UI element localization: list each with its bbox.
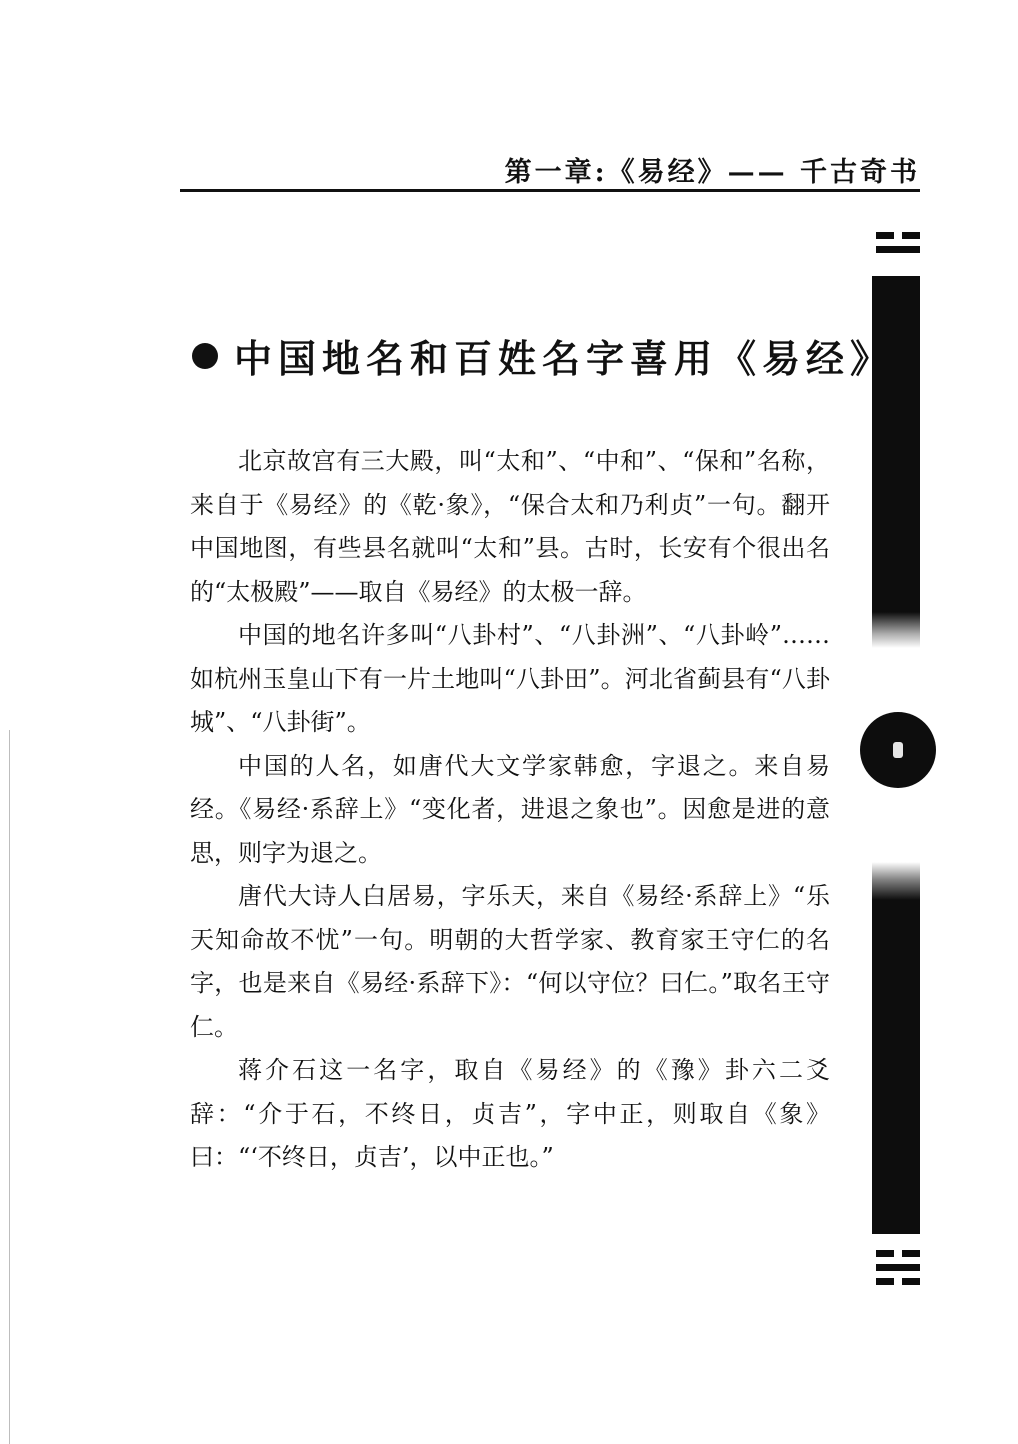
side-band-bottom-fade	[872, 862, 920, 900]
scan-edge-line	[9, 730, 10, 1444]
paragraph-2: 中国的地名许多叫“八卦村”、“八卦洲”、“八卦岭”……如杭州玉皇山下有一片土地叫“八卦田”。河北省蓟县有“八卦城”、“八卦街”。	[190, 621, 830, 736]
trigram-bottom-icon	[876, 1250, 920, 1292]
paragraph-3: 中国的人名，如唐代大文学家韩愈，字退之。来自易经。《易经·系辞上》“变化者，进退之象也”。因愈是进的意思，则字为退之。	[190, 751, 830, 867]
side-band-top	[872, 276, 920, 612]
body-text	[190, 440, 830, 1180]
chapter-title: 第一章:《易经》—— 千古奇书	[504, 157, 920, 188]
paragraph-5: 蒋介石这一名字，取自《易经》的《豫》卦六二爻辞：“介于石，不终日，贞吉”，字中正，则取自《象》曰：“‘不终日，贞吉’，以中正也。”	[190, 1056, 830, 1171]
circle-badge-icon	[860, 712, 936, 788]
paragraph-4: 唐代大诗人白居易，字乐天，来自《易经·系辞上》“乐天知命故不忧”一句。明朝的大哲学家、教育家王守仁的名字，也是来自《易经·系辞下》：“何以守位？曰仁。”取名王守仁。	[190, 882, 830, 1041]
running-header	[180, 148, 920, 192]
section-heading	[192, 328, 894, 383]
circle-mark	[893, 742, 903, 758]
paragraph-1: 北京故宫有三大殿，叫“太和”、“中和”、“保和”名称，来自于《易经》的《乾·象》，“保合太和乃利贞”一句。翻开中国地图，有些县名就叫“太和”县。古时，长安有个很出名的“太极殿”——取自《易经》的太极一辞。	[190, 447, 830, 606]
section-title: 中国地名和百姓名字喜用《易经》	[234, 336, 895, 381]
side-band-bottom	[872, 900, 920, 1234]
side-band-top-fade	[872, 612, 920, 648]
trigram-top-icon	[876, 232, 920, 260]
bullet-icon	[192, 343, 218, 369]
